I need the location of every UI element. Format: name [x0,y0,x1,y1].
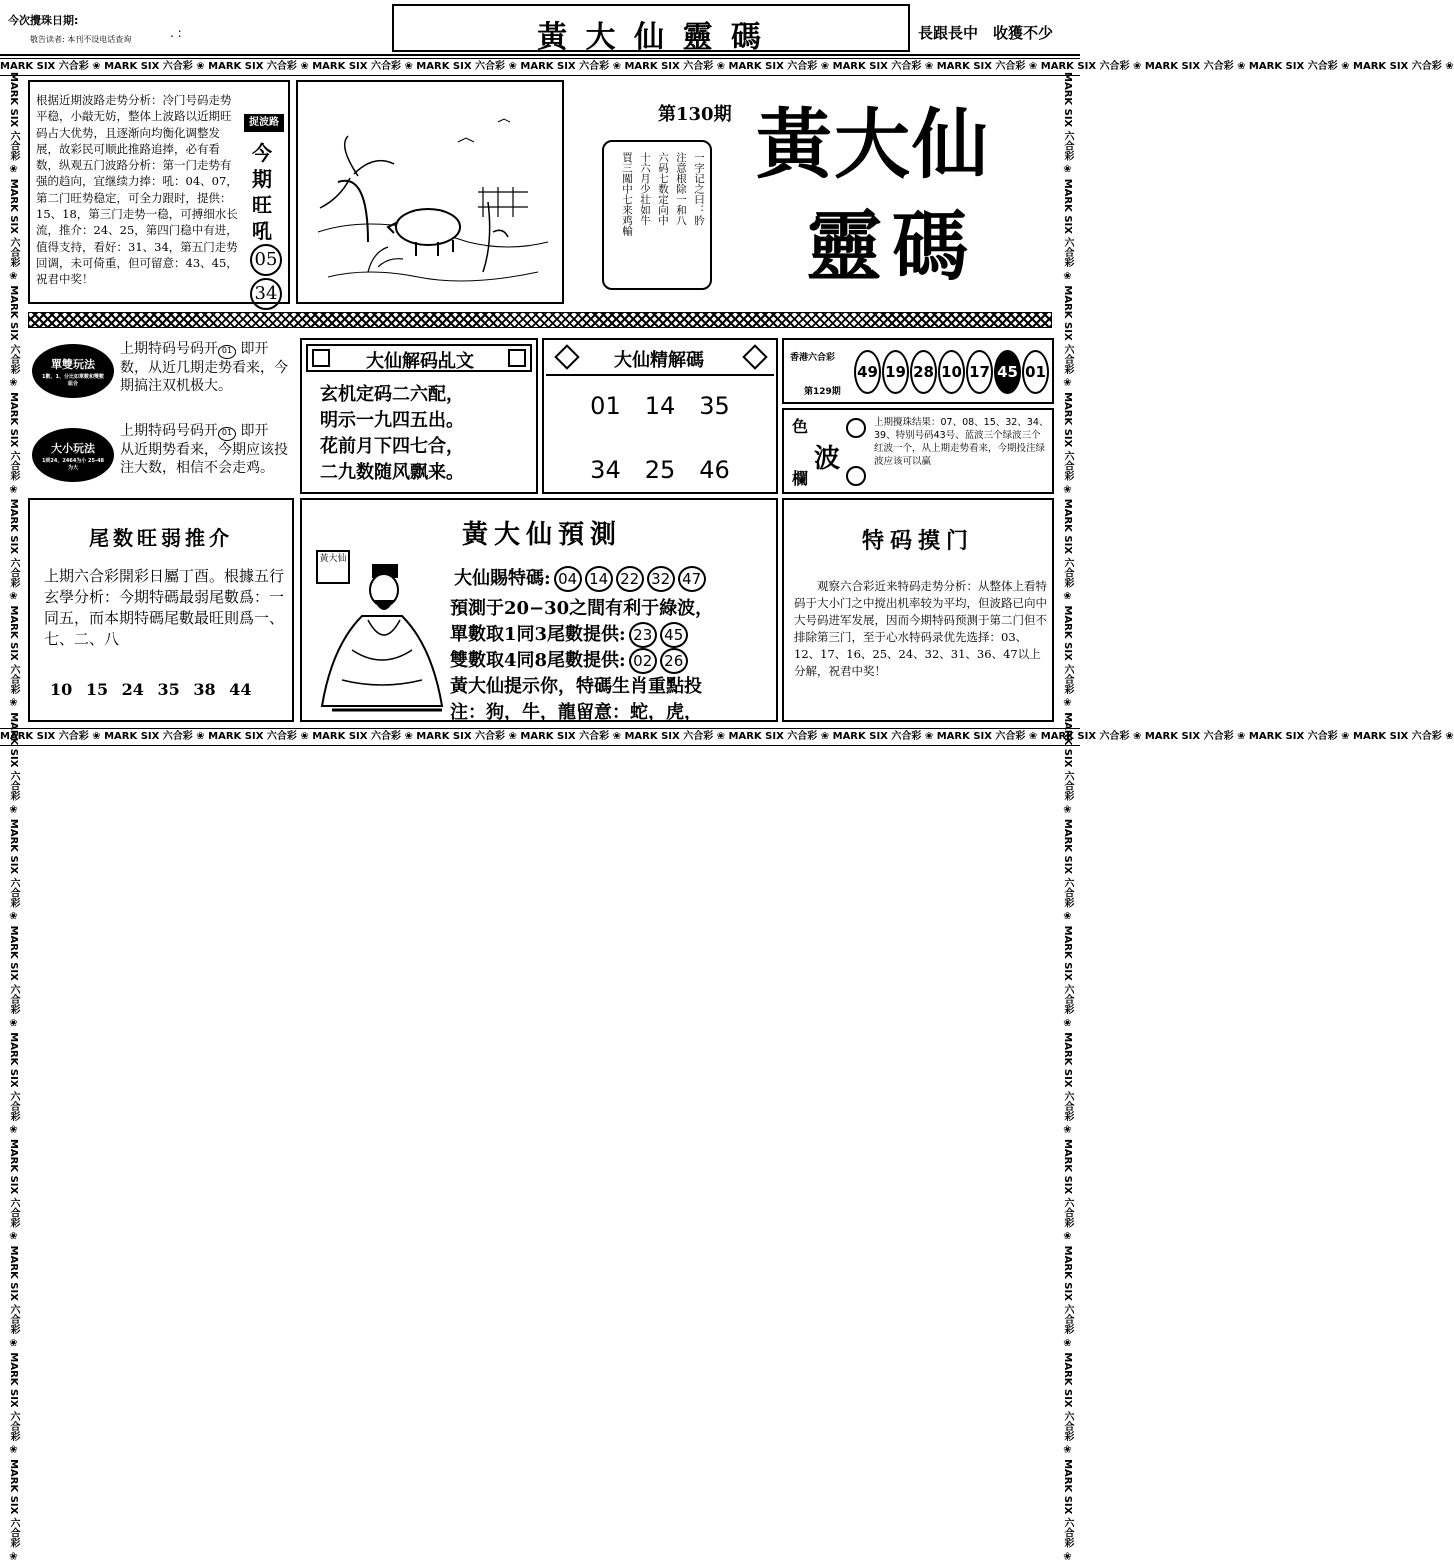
fine-number: 01 [590,392,621,420]
tail-title: 尾数旺弱推介 [89,526,233,550]
predict-ball: 04 [554,566,582,592]
right-strip [1058,72,1076,1562]
decode-line: 二九数随风飘来。 [320,462,464,483]
seal-stamp: 黃大仙 [316,550,350,584]
diamond-icon [742,344,767,369]
predict-title: 黃大仙預測 [462,520,623,550]
predict-ball: 45 [660,622,688,648]
strip-text: MARK SIX 六合彩 ❀ MARK SIX 六合彩 ❀ MARK SIX 六合彩 ❀ MARK SIX 六合彩 ❀ MARK SIX 六合彩 ❀ MARK SIX 六合彩 ❀ MARK SIX 六合彩 ❀ MARK SIX 六合彩 ❀ MARK SIX 六合彩 ❀ MARK SIX 六合彩 ❀ MARK SIX 六合彩 ❀ MARK SIX 六合彩 ❀ MARK SIX 六合彩 ❀ MARK SIX 六合彩 ❀ [8,72,19,1562]
decode-line: 花前月下四七合， [320,436,464,457]
intro-text: 根据近期波路走势分析：冷门号码走势平稳，小敲无妨，整体上波路以近期旺码占大优势，且逐渐向均衡化调整发展，故彩民可顺此推路追捧，必有看数，纵观五门波路分析：第一门走势有强的趋向，宜继续力捧：吼：04、07，第二门旺势稳定，可全力跟时，提供：15、18，第三门走势一稳，可搏细水长流，推介：24、25，第四门稳中有进，值得支持，看好：31、34，第五门走势回调，未可倚重，但可留意：43、45，祝君中奖！ [36,93,238,287]
poem-line: 注意根除一和八 [675,152,687,226]
square-icon [312,349,330,367]
square-icon [508,349,526,367]
tail-text: 上期六合彩開彩日屬丁酉。根據五行玄學分析：今期特碼最弱尾數爲：一同五，而本期特碼尾數最旺則爲一、七、二、八 [44,567,285,648]
left-strip [4,72,22,1562]
hk-result-box [782,338,1054,404]
predict-ball: 32 [647,566,675,592]
poem-scroll [602,140,712,290]
fine-number: 35 [699,392,730,420]
strip-text: MARK SIX 六合彩 ❀ MARK SIX 六合彩 ❀ MARK SIX 六合彩 ❀ MARK SIX 六合彩 ❀ MARK SIX 六合彩 ❀ MARK SIX 六合彩 ❀ MARK SIX 六合彩 ❀ MARK SIX 六合彩 ❀ MARK SIX 六合彩 ❀ MARK SIX 六合彩 ❀ MARK SIX 六合彩 ❀ MARK SIX 六合彩 ❀ MARK SIX 六合彩 ❀ MARK SIX 六合彩 ❀ [0,61,1454,72]
predict-ball: 26 [660,648,688,674]
decode-box [300,338,538,494]
catch-wave-tag: 捉波路 [244,114,284,132]
tail-nums: 10 15 24 35 38 44 [50,680,252,699]
predict-line-4: 雙數取4同8尾數提供: 02 26 [450,646,688,674]
hatch-divider [28,312,1052,328]
header [0,0,1080,56]
issue-label: 第130期 [658,104,732,125]
play-box [28,334,294,494]
fine-row-1 [544,392,776,420]
slogan: 長跟長中 收獲不少 [918,24,1054,42]
odd-even-text: 上期特码号码开 01 即开 数，从近几期走势看来，今期搞注双机极大。 [120,341,288,394]
hk-balls [854,350,1049,394]
issue-area [572,80,1052,304]
hk-ball: 45 [994,350,1021,394]
hk-ball: 49 [854,350,881,394]
fine-box [542,338,778,494]
decode-title: 大仙解码乩文 [366,351,474,372]
predict-ball: 23 [629,622,657,648]
hk-label: 香港六合彩 [790,353,836,363]
hk-ball: 28 [910,350,937,394]
big-title-line-2: 靈碼 [806,202,978,291]
wave-char-3: 欄 [792,469,809,488]
draw-date-label: 今次攪珠日期: [8,14,79,27]
title-box [392,4,910,55]
top-strip [0,58,1454,76]
fine-number: 46 [699,456,730,484]
fine-title-bar [546,342,774,376]
special-box [782,498,1054,722]
page-title: 黃 大 仙 靈 碼 [537,20,765,55]
this-issue-vertical: 今期旺吼 [252,141,272,243]
decode-title-bar [306,344,532,372]
predict-line-5: 黃大仙提示你，特碼生肖重點投 [450,676,702,697]
predict-ball: 02 [629,648,657,674]
sage-figure-illustration [312,560,452,720]
big-small-text: 上期特码号码开 01 即开 从近期势看来，今期应该投注大数，相信不会走鸡。 [120,423,288,476]
decode-lines [320,382,540,486]
predict-line-2: 預測于20−30之間有利于綠波， [450,598,714,619]
odd-even-badge: 單雙玩法 1數、1、分比如單數和雙數組合 [32,344,114,398]
poem-line: 買三闖中七来鸡輸 [621,152,633,236]
hk-ball: 19 [882,350,909,394]
wave-char-2: 波 [814,444,841,474]
strip-text: MARK SIX 六合彩 ❀ MARK SIX 六合彩 ❀ MARK SIX 六合彩 ❀ MARK SIX 六合彩 ❀ MARK SIX 六合彩 ❀ MARK SIX 六合彩 ❀ MARK SIX 六合彩 ❀ MARK SIX 六合彩 ❀ MARK SIX 六合彩 ❀ MARK SIX 六合彩 ❀ MARK SIX 六合彩 ❀ MARK SIX 六合彩 ❀ MARK SIX 六合彩 ❀ MARK SIX 六合彩 ❀ [0,731,1454,742]
odd-even-num: 01 [218,345,236,359]
fine-title: 大仙精解碼 [614,350,704,371]
circle-icon [846,466,866,486]
predict-line-6: 注：狗，牛，龍留意：蛇，虎， [450,702,702,723]
wave-char-1: 色 [792,417,809,436]
notice-text: 敬告读者: 本刊不设电话查询 [30,35,132,44]
intro-box [28,80,290,304]
fine-row-2 [544,456,776,484]
hk-ball: 17 [966,350,993,394]
bottom-strip [0,728,1454,746]
decode-line: 明示一九四五出。 [320,410,464,431]
diamond-icon [554,344,579,369]
predict-line-3: 單數取1同3尾數提供: 23 45 [450,620,688,648]
fine-number: 25 [644,456,676,484]
fine-number: 14 [644,392,676,420]
predict-line-1: 大仙賜特碼: 04 14 22 32 47 [454,564,706,592]
hk-ball: 01 [1022,350,1049,394]
fine-number: 34 [590,456,621,484]
circle-icon [846,418,866,438]
hk-issue: 第129期 [804,387,841,397]
big-small-badge: 大小玩法 1到24、2464为小 25-48为大 [32,428,114,482]
poem-line: 十六月少壮如牛 [639,152,651,226]
even-balls [626,650,688,671]
tail-box [28,498,294,722]
illustration-box [296,80,564,304]
predict-ball: 47 [678,566,706,592]
special-title: 特码摸门 [861,528,974,554]
predict-ball: 14 [585,566,613,592]
hk-ball: 10 [938,350,965,394]
big-small-num: 01 [218,427,236,441]
predict-balls [551,568,706,589]
special-text: 观察六合彩近来特码走势分析：从整体上看特码于大小门之中搅出机率较为平均，但波路已向中大号码进军发展，因而今期特码预测于第二门但不排除第三门，至于心水特码录优先选择：03、12、17、16、25、24、32、31、36、47以上分解，祝君中奖！ [794,579,1047,678]
poem-columns [610,152,706,282]
strip-text: MARK SIX 六合彩 ❀ MARK SIX 六合彩 ❀ MARK SIX 六合彩 ❀ MARK SIX 六合彩 ❀ MARK SIX 六合彩 ❀ MARK SIX 六合彩 ❀ MARK SIX 六合彩 ❀ MARK SIX 六合彩 ❀ MARK SIX 六合彩 ❀ MARK SIX 六合彩 ❀ MARK SIX 六合彩 ❀ MARK SIX 六合彩 ❀ MARK SIX 六合彩 ❀ MARK SIX 六合彩 ❀ [1062,72,1073,1562]
predict-box [300,498,778,722]
intro-num-1: 05 [250,244,282,276]
poem-line: 六码七数定向中 [657,152,669,226]
odd-balls [626,624,688,645]
big-title-line-1: 黃大仙 [756,100,990,189]
poem-line: 一字记之曰：肣 [693,152,705,226]
wave-box [782,408,1054,494]
decode-line: 玄机定码二六配， [320,384,464,405]
wave-text: 上期攪珠结果：07、08、15、32、34、39、特别号码43号、蓝波三个绿波三个红波一个，从上期走势看来，今期投注绿波应该可以赢 [874,417,1049,467]
header-dots: . : [170,26,182,40]
predict-ball: 22 [616,566,644,592]
pig-scene-illustration [298,82,562,302]
intro-num-2: 34 [250,278,282,310]
